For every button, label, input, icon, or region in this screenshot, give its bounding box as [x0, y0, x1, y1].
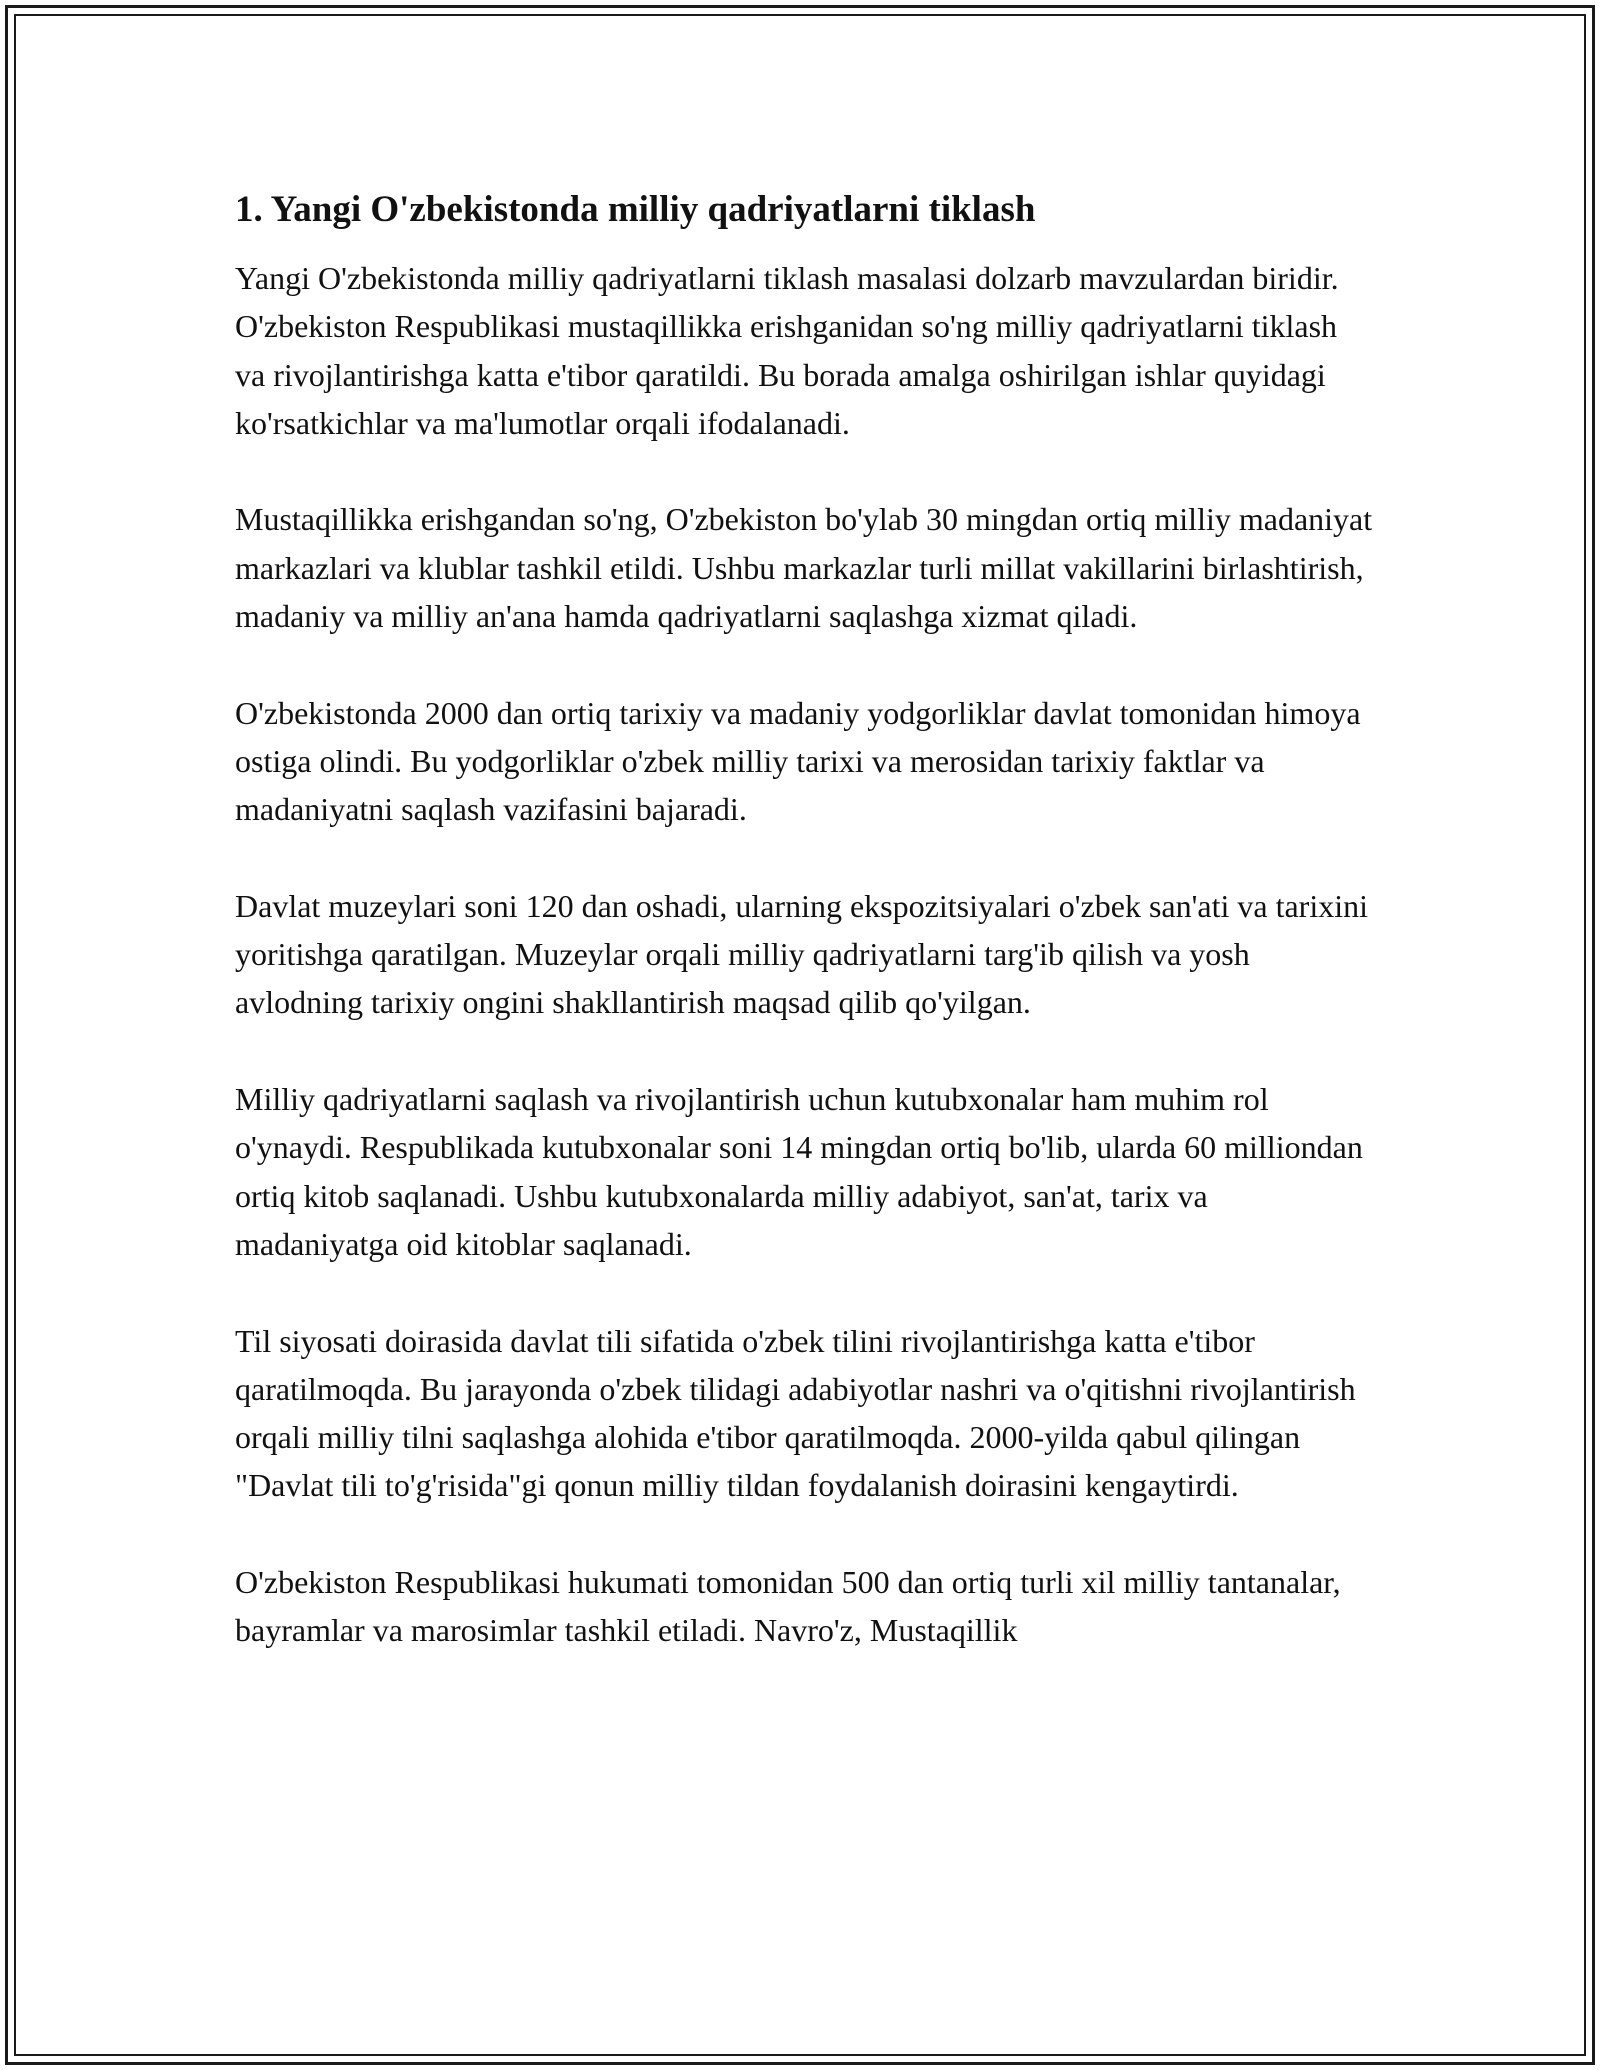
- paragraph-celebrations: O'zbekiston Respublikasi hukumati tomonidan 500 dan ortiq turli xil milliy tantanalar, bayramlar va marosimlar tashkil etiladi. Navro'z, Mustaqillik: [235, 1564, 1341, 1649]
- paragraph-culture-centers: Mustaqillikka erishgandan so'ng, O'zbekiston bo'ylab 30 mingdan ortiq milliy madaniyat markazlari va klublar tashkil etildi. Ushbu markazlar turli millat vakillarini birlashtirish, madaniy va milliy an'ana hamda qadriyatlarni saqlashga xizmat qiladi.: [235, 501, 1373, 635]
- section-heading: 1. Yangi O'zbekistonda milliy qadriyatlarni tiklash: [235, 189, 1036, 230]
- paragraph-language-policy: Til siyosati doirasida davlat tili sifatida o'zbek tilini rivojlantirishga katta e'tibor qaratilmoqda. Bu jarayonda o'zbek tilidagi adabiyotlar nashri va o'qitishni rivojlantirish orqali milliy tilni saqlashga alohida e'tibor qaratilmoqda. 2000-yilda qabul qilingan "Davlat tili to'g'risida"gi qonun milliy tildan foydalanish doirasini kengaytirdi.: [235, 1322, 1356, 1504]
- paragraph-intro: Yangi O'zbekistonda milliy qadriyatlarni tiklash masalasi dolzarb mavzulardan biridir. O'zbekiston Respublikasi mustaqillikka erishganidan so'ng milliy qadriyatlarni tiklash va rivojlantirishga katta e'tibor qaratildi. Bu borada amalga oshirilgan ishlar quyidagi ko'rsatkichlar va ma'lumotlar orqali ifodalanadi.: [235, 260, 1339, 441]
- document-body: [235, 186, 1375, 1655]
- paragraph-libraries: Milliy qadriyatlarni saqlash va rivojlantirish uchun kutubxonalar ham muhim rol o'ynaydi. Respublikada kutubxonalar soni 14 mingdan ortiq bo'lib, ularda 60 milliondan ortiq kitob saqlanadi. Ushbu kutubxonalarda milliy adabiyot, san'at, tarix va madaniyatga oid kitoblar saqlanadi.: [235, 1081, 1363, 1262]
- paragraph-monuments: O'zbekistonda 2000 dan ortiq tarixiy va madaniy yodgorliklar davlat tomonidan himoya ostiga olindi. Bu yodgorliklar o'zbek milliy tarixi va merosidan tarixiy faktlar va madaniyatni saqlash vazifasini bajaradi.: [235, 694, 1361, 828]
- paragraph-museums: Davlat muzeylari soni 120 dan oshadi, ularning ekspozitsiyalari o'zbek san'ati va tarixini yoritishga qaratilgan. Muzeylar orqali milliy qadriyatlarni targ'ib qilish va yosh avlodning tarixiy ongini shakllantirish maqsad qilib qo'yilgan.: [235, 887, 1368, 1021]
